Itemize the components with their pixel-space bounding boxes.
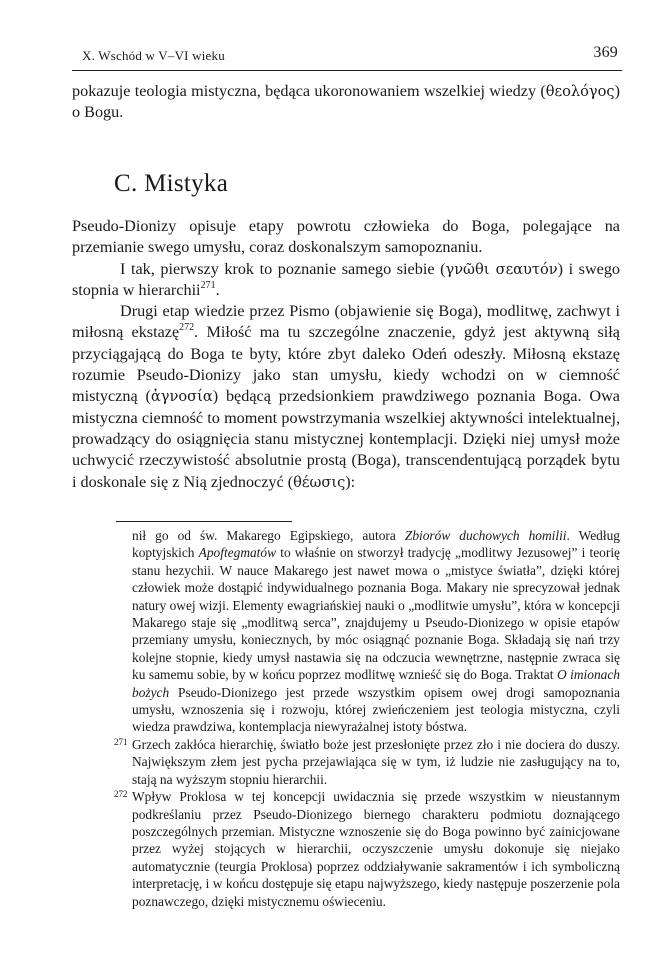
footnote-ref-272[interactable]: 272 — [179, 322, 195, 334]
footnote-continuation: nił go od św. Makarego Egipskiego, autora Zbiorów duchowych homilii. Według koptyjskich Apoftegmatów to właśnie on stworzył tradycję „modlitwy Jezusowej” i teorię stanu hezychii. W nauce Makarego jest nawet mowa o „mistyce światła”, dzięki której człowiek może dostąpić indywidualnego poznania Boga. Makary nie sprecyzował jednak natury owej wizji. Elementy ewagriańskiej nauki o „modlitwie umysłu”, która w koncepcji Makarego staje się „modlitwą serca”, znajdujemy u Pseudo-Dionizego w opisie etapów przemiany umysłu, koniecznych, by móc osiągnąć poznanie Boga. Składają się nań trzy kolejne stopnie, kiedy umysł nastawia się na odczucia wewnętrzne, następnie zwraca się ku samemu sobie, by w końcu poprzez modlitwę wznieść się do Boga. Traktat O imionach bożych Pseudo-Dionizego jest przede wszystkim opisem owej drogi samopoznania umysłu, wznoszenia się i rozwoju, której zwieńczeniem jest teologia mistyczna, czyli wiedza prawdziwa, kontemplacja niewyrażalnej istoty bóstwa. — [132, 528, 621, 735]
body-text — [72, 216, 620, 493]
greek-term: θέωσις — [293, 473, 346, 491]
footnote-number: 272 — [114, 789, 128, 800]
greek-term: θεολόγος — [545, 83, 615, 100]
footnote-number: 271 — [114, 736, 128, 747]
footnote-271: 271 Grzech zakłóca hierarchię, światło boże jest przesłonięte przez zło i nie dociera do duszy. Największym złem jest pycha przejawiająca się w tym, iż ludzie nie zasługujący na to, stają na wyższym stopniu hierarchii. — [114, 736, 620, 787]
greek-term: γνῶθι σεαυτόν — [445, 260, 558, 278]
opening-text: pokazuje teologia mistyczna, będąca ukoronowaniem wszelkiej wiedzy ( — [72, 82, 546, 100]
footnotes — [116, 527, 620, 910]
book-title: Apoftegmatów — [198, 545, 277, 561]
page-number: 369 — [593, 44, 618, 61]
paragraph-2: I tak, pierwszy krok to poznanie samego siebie (γνῶθι σεαυτόν) i swego stopnia w hierarchii$^{271}$. — [72, 259, 621, 299]
header-rule — [72, 70, 622, 71]
section-heading: C. Mistyka — [114, 170, 229, 197]
running-header — [72, 44, 620, 66]
paragraph-3: Drugi etap wiedzie przez Pismo (objawienie się Boga), modlitwę, zachwyt i miłosną ekstazę$^{272}$. Miłość ma tu szczególne znaczenie, gdyż jest aktywną siłą przyciągającą do Boga te byty, które zbyt daleko Odeń odeszły. Miłosną ekstazę rozumie Pseudo-Dionizy jako stan umysłu, kiedy wchodzi on w ciemność mistyczną (ἀγνοσία) będącą przedsionkiem prawdziwego poznania Boga. Owa mistyczna ciemność to moment powstrzymania wszelkiej aktywności intelektualnej, prowadzący do osiągnięcia stanu mistycznej kontemplacji. Dzięki niej umysł może uchwycić rzeczywistość absolutnie prostą (Boga), transcendentującą porządek bytu i doskonale się z Nią zjednoczyć (θέωσις): — [72, 302, 620, 491]
running-title: X. Wschód w V–VI wieku — [82, 48, 225, 63]
footnote-272: 272 Wpływ Proklosa w tej koncepcji uwidacznia się przede wszystkim w nieustannym podkreślaniu przez Pseudo-Dionizego biernego charakteru podmiotu doznającego poszczególnych przemian. Mistyczne wznoszenie się do Boga powinno być zainicjowane przez wyżej stojących w hierarchii, oczyszczenie umysłu dokonuje się niejako automatycznie (teurgia Proklosa) poprzez oddziaływanie sakramentów i ich symboliczną interpretację, i w końcu dostępuje się etapu najwyższego, kiedy następuje poszerzenie pola poznawczego, dzięki mistycznemu oświeceniu. — [114, 789, 620, 909]
footnote-rule — [116, 521, 292, 522]
greek-term: ἀγνοσία — [150, 388, 213, 406]
opening-paragraph — [72, 81, 620, 124]
paragraph-1: Pseudo-Dionizy opisuje etapy powrotu człowieka do Boga, polegające na przemianie swego umysłu, coraz doskonalszym samopoznaniu. — [72, 217, 620, 257]
footnote-ref-271[interactable]: 271 — [200, 279, 216, 291]
book-title: Zbiorów duchowych homilii — [404, 528, 567, 543]
opening-text-end: ) o Bogu. — [72, 82, 620, 122]
book-title: O imionach bożych — [132, 667, 620, 700]
